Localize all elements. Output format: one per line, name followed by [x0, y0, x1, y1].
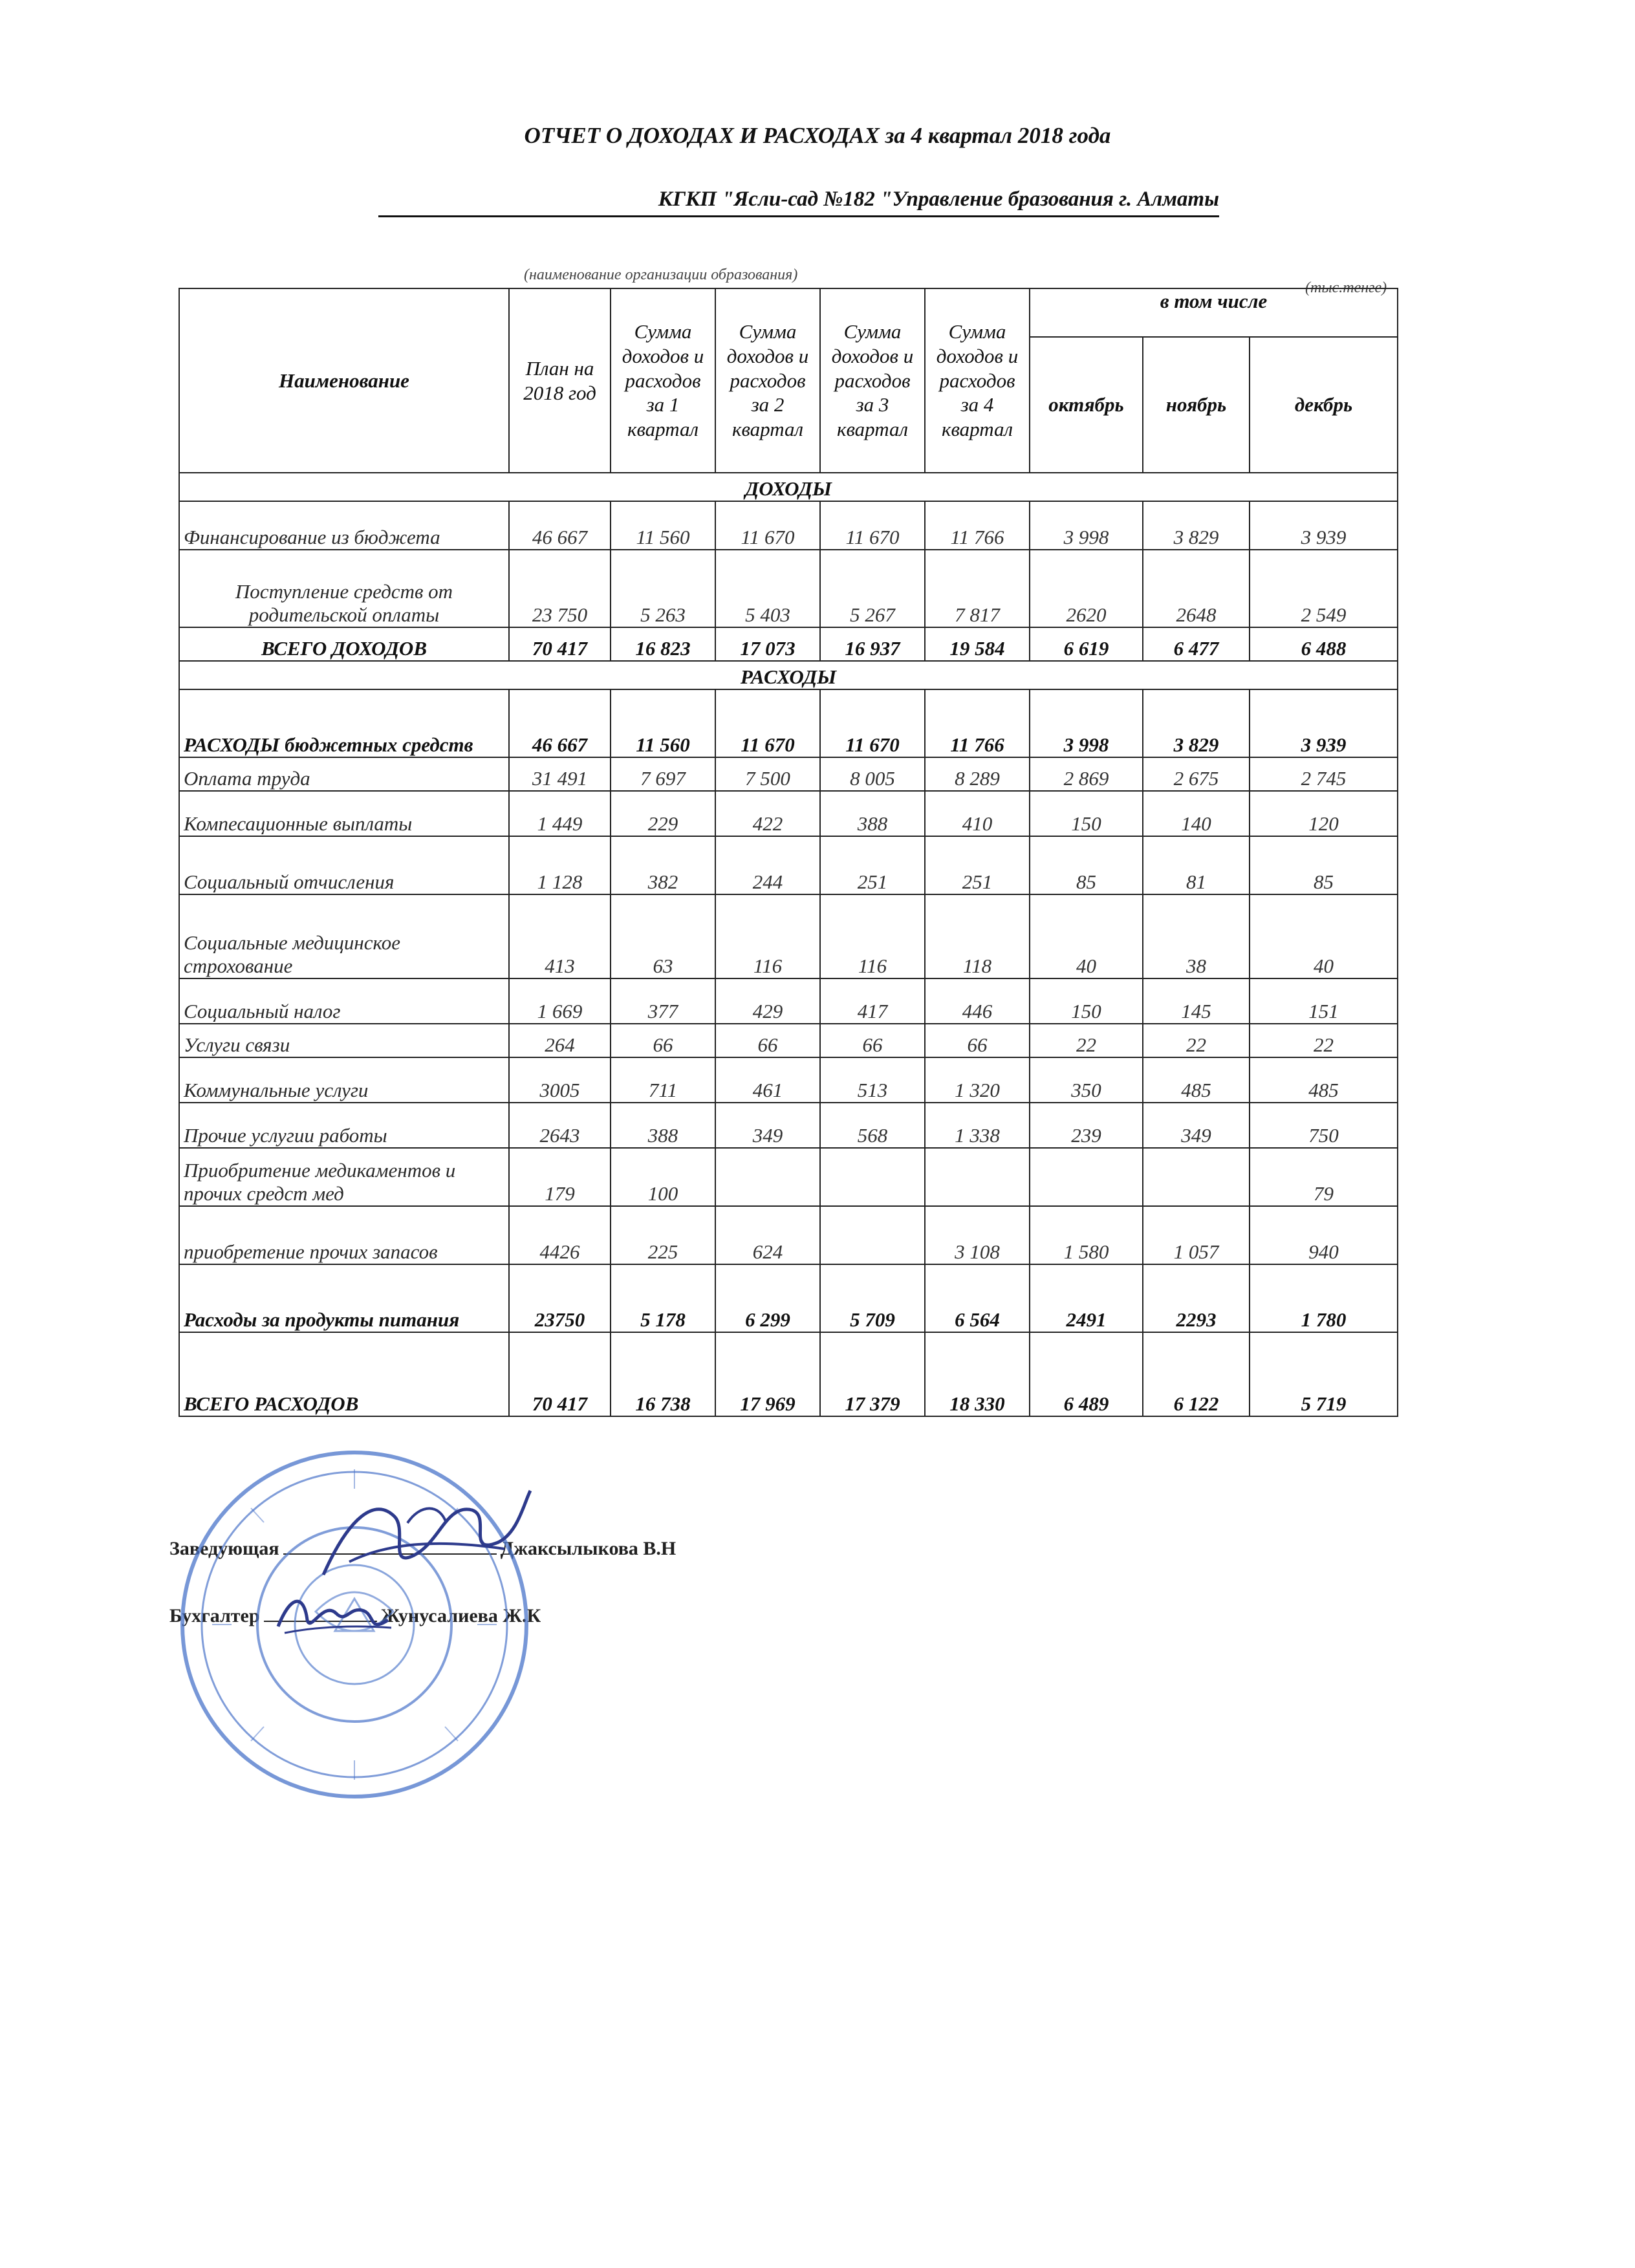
cell-value: 1 449: [509, 791, 611, 836]
cell-value: 11 670: [820, 689, 925, 757]
cell-value: 66: [611, 1024, 715, 1057]
header-nov: ноябрь: [1143, 337, 1250, 473]
cell-value: 413: [509, 894, 611, 978]
header-oct: октябрь: [1030, 337, 1143, 473]
cell-value: 17 969: [715, 1332, 820, 1416]
row-name: Финансирование из бюджета: [179, 501, 509, 550]
cell-value: 46 667: [509, 501, 611, 550]
cell-value: [820, 1206, 925, 1264]
cell-value: 5 709: [820, 1264, 925, 1332]
cell-value: 429: [715, 978, 820, 1024]
cell-value: 225: [611, 1206, 715, 1264]
header-q3: Сумма доходов и расходов за 3 квартал: [820, 288, 925, 473]
cell-value: 2643: [509, 1103, 611, 1148]
cell-value: 85: [1250, 836, 1398, 894]
cell-value: 485: [1143, 1057, 1250, 1103]
cell-value: 145: [1143, 978, 1250, 1024]
row-name: Расходы за продукты питания: [179, 1264, 509, 1332]
table-row: [179, 501, 1398, 550]
cell-value: 349: [1143, 1103, 1250, 1148]
cell-value: 750: [1250, 1103, 1398, 1148]
section-expenses: [179, 661, 1398, 689]
cell-value: 568: [820, 1103, 925, 1148]
cell-value: 5 178: [611, 1264, 715, 1332]
cell-value: 3 939: [1250, 689, 1398, 757]
organization-caption: (наименование организации образования): [524, 266, 798, 283]
cell-value: 66: [715, 1024, 820, 1057]
cell-value: 461: [715, 1057, 820, 1103]
cell-value: 11 560: [611, 689, 715, 757]
cell-value: 2 869: [1030, 757, 1143, 791]
row-name: Оплата труда: [179, 757, 509, 791]
cell-value: 150: [1030, 978, 1143, 1024]
cell-value: 1 320: [925, 1057, 1030, 1103]
cell-value: 6 619: [1030, 627, 1143, 661]
header-q1: Сумма доходов и расходов за 1 квартал: [611, 288, 715, 473]
cell-value: 6 122: [1143, 1332, 1250, 1416]
cell-value: 229: [611, 791, 715, 836]
cell-value: 6 488: [1250, 627, 1398, 661]
row-name: Социальный отчисления: [179, 836, 509, 894]
cell-value: 1 338: [925, 1103, 1030, 1148]
cell-value: 2293: [1143, 1264, 1250, 1332]
cell-value: 151: [1250, 978, 1398, 1024]
cell-value: 940: [1250, 1206, 1398, 1264]
cell-value: 239: [1030, 1103, 1143, 1148]
cell-value: 6 477: [1143, 627, 1250, 661]
cell-value: 85: [1030, 836, 1143, 894]
cell-value: 5 263: [611, 550, 715, 627]
cell-value: 11 670: [715, 689, 820, 757]
cell-value: 22: [1030, 1024, 1143, 1057]
cell-value: 6 299: [715, 1264, 820, 1332]
table-row: [179, 894, 1398, 978]
cell-value: 150: [1030, 791, 1143, 836]
cell-value: 38: [1143, 894, 1250, 978]
cell-value: 1 057: [1143, 1206, 1250, 1264]
cell-value: 120: [1250, 791, 1398, 836]
accountant-signature-icon: [272, 1581, 395, 1646]
cell-value: 3 829: [1143, 689, 1250, 757]
cell-value: 244: [715, 836, 820, 894]
report-title: ОТЧЕТ О ДОХОДАХ И РАСХОДАХ за 4 квартал 2018 года: [524, 123, 1111, 148]
cell-value: [1143, 1148, 1250, 1206]
row-name: Поступление средств от родительской оплаты: [179, 550, 509, 627]
cell-value: 16 738: [611, 1332, 715, 1416]
cell-value: 19 584: [925, 627, 1030, 661]
accountant-name: Жунусалиева Ж.К: [380, 1605, 541, 1626]
cell-value: 81: [1143, 836, 1250, 894]
cell-value: 17 073: [715, 627, 820, 661]
cell-value: 3 998: [1030, 689, 1143, 757]
cell-value: 70 417: [509, 1332, 611, 1416]
report-table: [179, 288, 1398, 1417]
cell-value: 388: [820, 791, 925, 836]
cell-value: 711: [611, 1057, 715, 1103]
cell-value: 1 580: [1030, 1206, 1143, 1264]
cell-value: 63: [611, 894, 715, 978]
row-name: Коммунальные услуги: [179, 1057, 509, 1103]
cell-value: 377: [611, 978, 715, 1024]
cell-value: 116: [715, 894, 820, 978]
cell-value: 3005: [509, 1057, 611, 1103]
table-row: [179, 1024, 1398, 1057]
cell-value: 349: [715, 1103, 820, 1148]
cell-value: 6 489: [1030, 1332, 1143, 1416]
cell-value: 2491: [1030, 1264, 1143, 1332]
cell-value: 116: [820, 894, 925, 978]
cell-value: 66: [820, 1024, 925, 1057]
cell-value: 11 766: [925, 501, 1030, 550]
cell-value: 18 330: [925, 1332, 1030, 1416]
row-name: Приобритение медикаментов и прочих средст мед: [179, 1148, 509, 1206]
cell-value: 485: [1250, 1057, 1398, 1103]
cell-value: 7 500: [715, 757, 820, 791]
cell-value: 3 829: [1143, 501, 1250, 550]
cell-value: 11 560: [611, 501, 715, 550]
cell-value: 22: [1250, 1024, 1398, 1057]
cell-value: 446: [925, 978, 1030, 1024]
header-name: Наименование: [179, 288, 509, 473]
cell-value: [925, 1148, 1030, 1206]
row-name: ВСЕГО РАСХОДОВ: [179, 1332, 509, 1416]
cell-value: 46 667: [509, 689, 611, 757]
header-including: в том числе: [1030, 288, 1398, 337]
cell-value: 5 719: [1250, 1332, 1398, 1416]
cell-value: 2 549: [1250, 550, 1398, 627]
cell-value: 417: [820, 978, 925, 1024]
table-row: [179, 627, 1398, 661]
row-name: ВСЕГО ДОХОДОВ: [179, 627, 509, 661]
table-row: [179, 836, 1398, 894]
cell-value: 8 289: [925, 757, 1030, 791]
organization-name: КГКП "Ясли-сад №182 "Управление бразования г. Алматы: [378, 188, 1219, 217]
cell-value: 1 128: [509, 836, 611, 894]
cell-value: 3 939: [1250, 501, 1398, 550]
table-row: [179, 978, 1398, 1024]
cell-value: 179: [509, 1148, 611, 1206]
cell-value: 6 564: [925, 1264, 1030, 1332]
table-row: [179, 1103, 1398, 1148]
table-row: [179, 1264, 1398, 1332]
cell-value: 1 780: [1250, 1264, 1398, 1332]
cell-value: 16 823: [611, 627, 715, 661]
section-income: [179, 473, 1398, 501]
cell-value: 2 675: [1143, 757, 1250, 791]
cell-value: 4426: [509, 1206, 611, 1264]
head-label: Заведующая: [169, 1538, 279, 1559]
cell-value: 382: [611, 836, 715, 894]
cell-value: 140: [1143, 791, 1250, 836]
table-row: [179, 757, 1398, 791]
row-name: приобретение прочих запасов: [179, 1206, 509, 1264]
cell-value: 17 379: [820, 1332, 925, 1416]
cell-value: 2 745: [1250, 757, 1398, 791]
row-name: Социальные медицинское строхование: [179, 894, 509, 978]
cell-value: 1 669: [509, 978, 611, 1024]
cell-value: 7 817: [925, 550, 1030, 627]
cell-value: 100: [611, 1148, 715, 1206]
head-name: Джаксылыкова В.Н: [500, 1538, 677, 1559]
head-signature-icon: [310, 1478, 537, 1594]
row-name: Услуги связи: [179, 1024, 509, 1057]
cell-value: 16 937: [820, 627, 925, 661]
cell-value: 350: [1030, 1057, 1143, 1103]
cell-value: 11 766: [925, 689, 1030, 757]
cell-value: 2620: [1030, 550, 1143, 627]
cell-value: 11 670: [715, 501, 820, 550]
cell-value: [1030, 1148, 1143, 1206]
section-title: ДОХОДЫ: [179, 473, 1398, 501]
cell-value: 11 670: [820, 501, 925, 550]
cell-value: 5 403: [715, 550, 820, 627]
header-plan: План на 2018 год: [509, 288, 611, 473]
row-name: Компесационные выплаты: [179, 791, 509, 836]
cell-value: 8 005: [820, 757, 925, 791]
table-row: [179, 689, 1398, 757]
cell-value: 422: [715, 791, 820, 836]
header-row: [179, 288, 1398, 337]
cell-value: 388: [611, 1103, 715, 1148]
cell-value: 513: [820, 1057, 925, 1103]
cell-value: 251: [820, 836, 925, 894]
table-row: [179, 1206, 1398, 1264]
section-title: РАСХОДЫ: [179, 661, 1398, 689]
cell-value: 5 267: [820, 550, 925, 627]
table-row: [179, 1057, 1398, 1103]
cell-value: [715, 1148, 820, 1206]
header-q2: Сумма доходов и расходов за 2 квартал: [715, 288, 820, 473]
cell-value: 31 491: [509, 757, 611, 791]
table-row: [179, 1332, 1398, 1416]
cell-value: 2648: [1143, 550, 1250, 627]
cell-value: 70 417: [509, 627, 611, 661]
row-name: РАСХОДЫ бюджетных средств: [179, 689, 509, 757]
cell-value: 118: [925, 894, 1030, 978]
row-name: Прочие услугии работы: [179, 1103, 509, 1148]
accountant-label: Бухгалтер: [169, 1605, 260, 1626]
cell-value: 40: [1030, 894, 1143, 978]
cell-value: 624: [715, 1206, 820, 1264]
table-row: [179, 791, 1398, 836]
cell-value: 40: [1250, 894, 1398, 978]
cell-value: 410: [925, 791, 1030, 836]
cell-value: 7 697: [611, 757, 715, 791]
row-name: Социальный налог: [179, 978, 509, 1024]
cell-value: 66: [925, 1024, 1030, 1057]
cell-value: 22: [1143, 1024, 1250, 1057]
header-dec: декбрь: [1250, 337, 1398, 473]
cell-value: [820, 1148, 925, 1206]
table-row: [179, 1148, 1398, 1206]
units-label: (тыс.тенге): [1305, 279, 1387, 296]
header-q4: Сумма доходов и расходов за 4 квартал: [925, 288, 1030, 473]
cell-value: 264: [509, 1024, 611, 1057]
cell-value: 23750: [509, 1264, 611, 1332]
cell-value: 251: [925, 836, 1030, 894]
cell-value: 3 998: [1030, 501, 1143, 550]
cell-value: 3 108: [925, 1206, 1030, 1264]
cell-value: 23 750: [509, 550, 611, 627]
cell-value: 79: [1250, 1148, 1398, 1206]
table-row: [179, 550, 1398, 627]
